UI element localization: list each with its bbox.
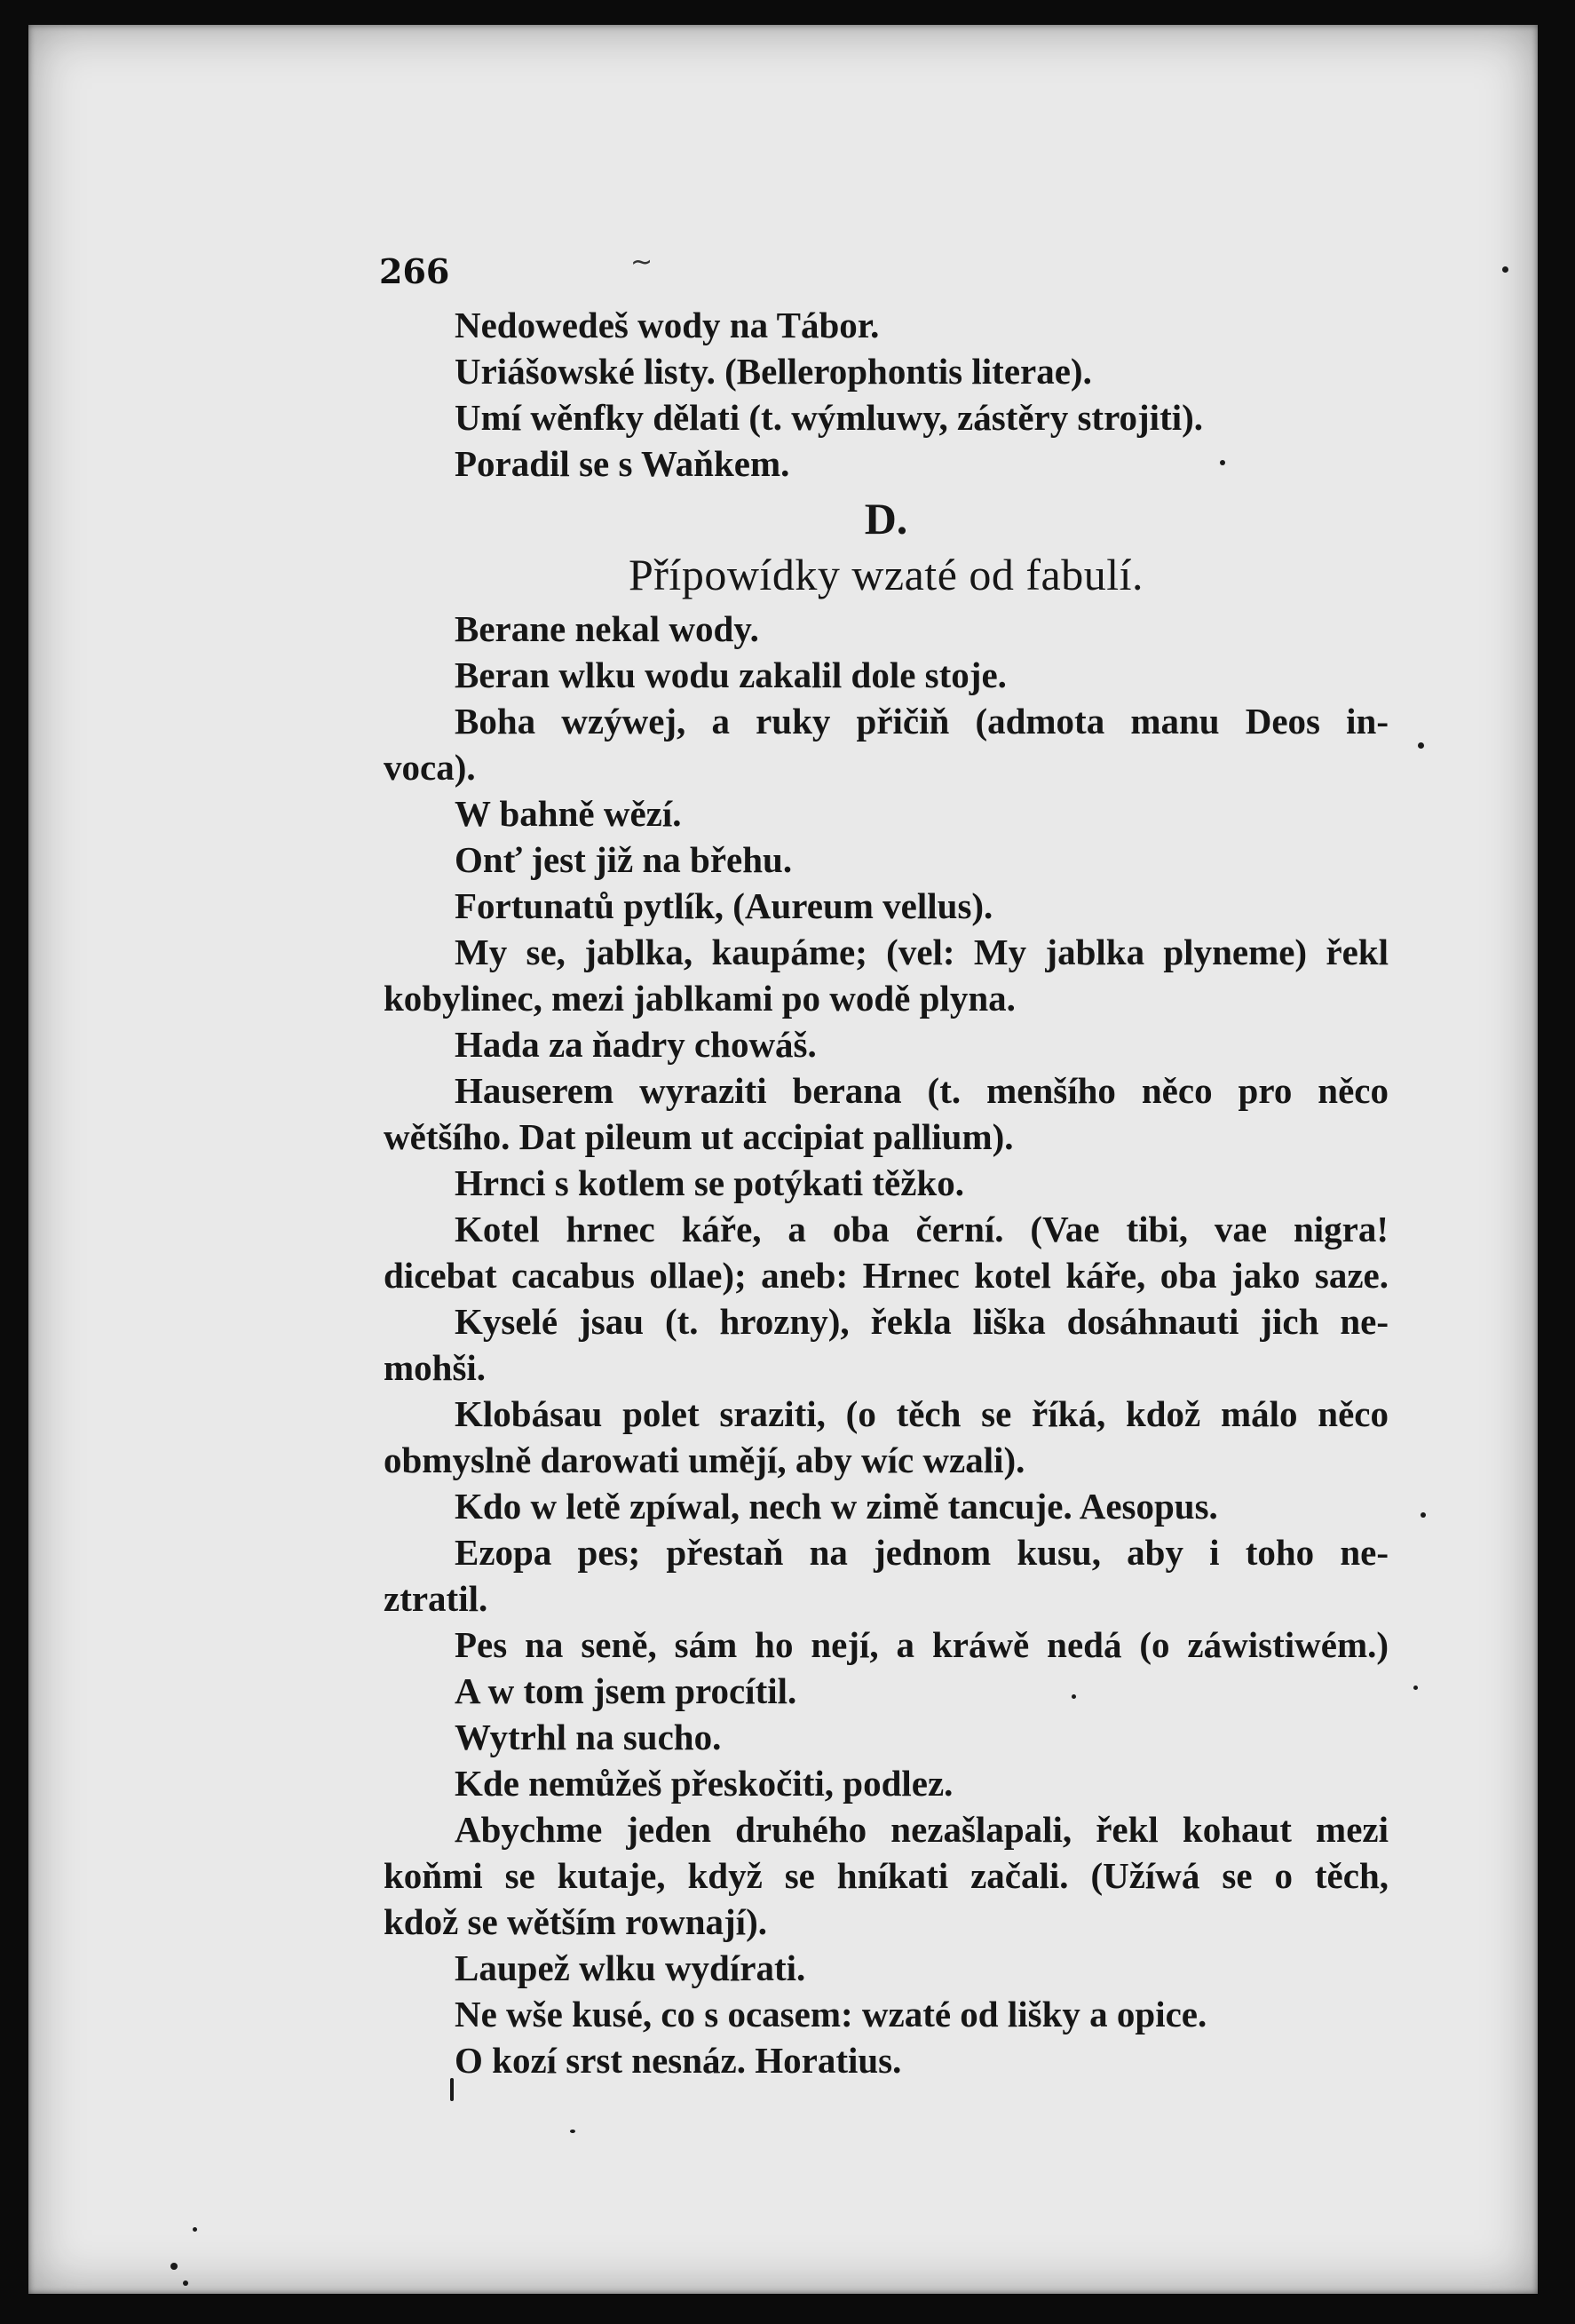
header-mark: ~ — [630, 247, 653, 278]
intro-lines — [384, 302, 1389, 487]
text-line: My se, jablka, kaupáme; (vel: My jablka plyneme) řekl — [455, 932, 1389, 972]
text-line: Abychme jeden druhého nezašlapali, řekl kohaut mezi — [455, 1809, 1389, 1850]
text-line: Kotel hrnec káře, a oba černí. (Vae tibi, vae nigra! — [455, 1209, 1389, 1249]
text-line: O kozí srst nesnáz. Horatius. — [455, 2040, 902, 2081]
text-line: Wytrhl na sucho. — [455, 1717, 722, 1757]
text-line: Pes na seně, sám ho nejí, a kráwě nedá (o záwistiwém.) — [455, 1624, 1389, 1665]
text-line: Kyselé jsau (t. hrozny), řekla liška dosáhnauti jich ne- — [455, 1301, 1389, 1342]
text-line: Hada za ňadry chowáš. — [455, 1024, 817, 1065]
scanned-page — [28, 25, 1538, 2294]
text-line: Ne wše kusé, co s ocasem: wzaté od lišky a opice. — [455, 1994, 1207, 2034]
scan-speck — [193, 2227, 197, 2232]
text-line: kobylinec, mezi jablkami po wodě plyna. — [384, 978, 1016, 1019]
scan-speck — [570, 2130, 575, 2133]
text-line: Boha wzýwej, a ruky přičiň (admota manu Deos in- — [455, 701, 1389, 742]
text-line: Kde nemůžeš přeskočiti, podlez. — [455, 1763, 954, 1804]
text-line: voca). — [384, 747, 476, 788]
text-line: kdož se wětším rownají). — [384, 1901, 767, 1942]
text-line: Hrnci s kotlem se potýkati těžko. — [455, 1162, 964, 1203]
text-line: dicebat cacabus ollae); aneb: Hrnec kotel káře, oba jako saze. — [384, 1255, 1389, 1296]
scan-speck — [1418, 742, 1424, 749]
text-line: obmyslně darowati umějí, aby wíc wzali). — [384, 1440, 1025, 1480]
page-body — [384, 302, 1389, 2083]
text-line: Ezopa pes; přestaň na jednom kusu, aby i toho ne- — [455, 1532, 1389, 1573]
text-line: Laupež wlku wydírati. — [455, 1947, 806, 1988]
scan-speck — [1421, 1512, 1426, 1518]
scan-speck — [1502, 266, 1508, 273]
text-line: Poradil se s Waňkem. — [455, 443, 790, 484]
text-line: Klobásau polet sraziti, (o těch se říká, kdož málo něco — [455, 1393, 1389, 1434]
text-line: Fortunatů pytlík, (Aureum vellus). — [455, 885, 993, 926]
section-title: Přípowídky wzaté od fabulí. — [628, 550, 1144, 599]
text-line: Uriášowské listy. (Bellerophontis literae). — [455, 351, 1092, 392]
text-line: Umí wěnfky dělati (t. wýmluwy, zástěry strojiti). — [455, 397, 1204, 438]
text-line: Beran wlku wodu zakalil dole stoje. — [455, 654, 1007, 695]
text-line: mohši. — [384, 1347, 487, 1388]
text-line: A w tom jsem procítil. — [455, 1670, 797, 1711]
text-line: koňmi se kutaje, když se hníkati začali. (Užíwá se o těch, — [384, 1855, 1389, 1896]
scan-speck — [183, 2280, 188, 2286]
text-line: wětšího. Dat pileum ut accipiat pallium). — [384, 1116, 1014, 1157]
text-line: Onť jest již na břehu. — [455, 839, 793, 880]
scan-speck — [1413, 1685, 1418, 1690]
text-line: ztratil. — [384, 1578, 488, 1619]
text-line: Nedowedeš wody na Tábor. — [455, 305, 880, 345]
page-number: 266 — [379, 251, 450, 291]
text-line: W bahně wězí. — [455, 793, 682, 834]
text-line: Hauserem wyraziti berana (t. menšího něco pro něco — [455, 1070, 1389, 1111]
section-letter: D. — [864, 494, 908, 543]
scan-speck — [170, 2263, 178, 2270]
text-line: Kdo w letě zpíwal, nech w zimě tancuje. Aesopus. — [455, 1486, 1218, 1527]
text-line: Berane nekal wody. — [455, 608, 759, 649]
proverb-list — [384, 606, 1389, 2083]
